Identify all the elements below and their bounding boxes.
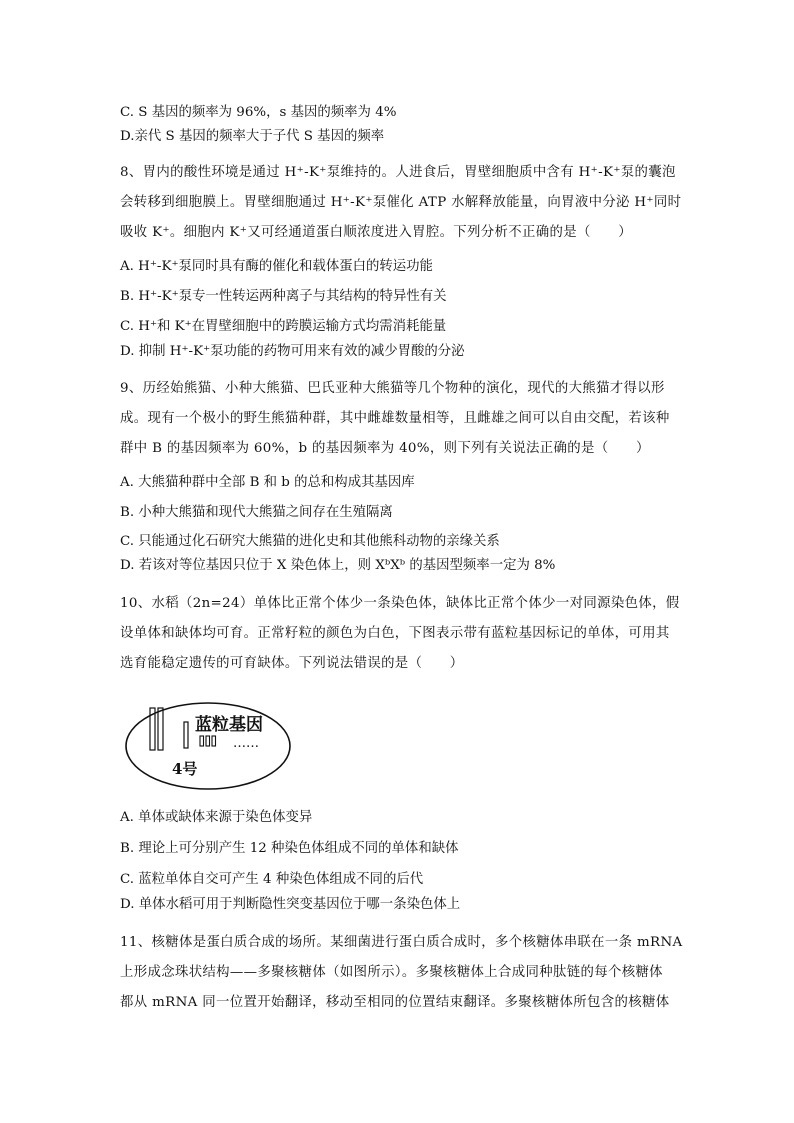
q10-stem-line-2: 设单体和缺体均可育。正常籽粒的颜色为白色，下图表示带有蓝粒基因标记的单体，可用其 (120, 626, 670, 641)
q11-stem-line-3: 都从 mRNA 同一位置开始翻译，移动至相同的位置结束翻译。多聚核糖体所包含的核糖体 (120, 995, 670, 1010)
q8-stem-line-2: 会转移到细胞膜上。胃壁细胞通过 H⁺-K⁺泵催化 ATP 水解释放能量，向胃液中分泌 H⁺同时 (120, 195, 682, 210)
chromosome-number-label: 4号 (172, 760, 198, 778)
q9-stem-line-3: 群中 B 的基因频率为 60%，b 的基因频率为 40%，则下列有关说法正确的是（ ） (120, 441, 650, 456)
prev-option-c: C. S 基因的频率为 96%，s 基因的频率为 4% (120, 105, 397, 120)
chromosome-figure (123, 700, 293, 792)
q9-option-d: D. 若该对等位基因只位于 X 染色体上，则 XᵇXᵇ 的基因型频率一定为 8% (120, 558, 556, 573)
q10-option-c: C. 蓝粒单体自交可产生 4 种染色体组成不同的后代 (120, 872, 424, 887)
q9-option-b: B. 小种大熊猫和现代大熊猫之间存在生殖隔离 (120, 505, 393, 520)
q8-option-d: D. 抑制 H⁺-K⁺泵功能的药物可用来有效的减少胃酸的分泌 (120, 344, 465, 359)
q10-option-d: D. 单体水稻可用于判断隐性突变基因位于哪一条染色体上 (120, 897, 461, 912)
small-chromosome-3 (212, 736, 216, 746)
q10-stem-line-3: 选育能稳定遗传的可育缺体。下列说法错误的是（ ） (120, 656, 464, 671)
gene-label: 蓝粒基因 (195, 715, 263, 735)
q8-option-a: A. H⁺-K⁺泵同时具有酶的催化和载体蛋白的转运功能 (120, 259, 433, 274)
small-chromosome-2 (206, 736, 210, 746)
q10-option-a: A. 单体或缺体来源于染色体变异 (120, 810, 313, 825)
q11-stem-line-1: 11、核糖体是蛋白质合成的场所。某细菌进行蛋白质合成时，多个核糖体串联在一条 mRNA (120, 935, 683, 950)
q8-option-b: B. H⁺-K⁺泵专一性转运两种离子与其结构的特异性有关 (120, 289, 447, 304)
q10-stem-line-1: 10、水稻（2n=24）单体比正常个体少一条染色体，缺体比正常个体少一对同源染色体，假 (120, 596, 680, 611)
small-chromosome-1 (200, 736, 204, 746)
q8-option-c: C. H⁺和 K⁺在胃壁细胞中的跨膜运输方式均需消耗能量 (120, 319, 447, 334)
q9-stem-line-1: 9、历经始熊猫、小种大熊猫、巴氏亚种大熊猫等几个物种的演化，现代的大熊猫才得以形 (120, 381, 665, 396)
q9-option-c: C. 只能通过化石研究大熊猫的进化史和其他熊科动物的亲缘关系 (120, 534, 500, 549)
q11-stem-line-2: 上形成念珠状结构——多聚核糖体（如图所示）。多聚核糖体上合成同种肽链的每个核糖体 (120, 965, 663, 980)
chromosome-pair-left-2 (158, 708, 163, 750)
q9-option-a: A. 大熊猫种群中全部 B 和 b 的总和构成其基因库 (120, 475, 415, 490)
q8-stem-line-3: 吸收 K⁺。细胞内 K⁺又可经通道蛋白顺浓度进入胃腔。下列分析不正确的是（ ） (120, 225, 632, 240)
prev-option-d: D.亲代 S 基因的频率大于子代 S 基因的频率 (120, 129, 385, 144)
q8-stem-line-1: 8、胃内的酸性环境是通过 H⁺-K⁺泵维持的。人进食后，胃壁细胞质中含有 H⁺-K⁺泵的囊泡 (120, 165, 676, 180)
q10-option-b: B. 理论上可分别产生 12 种染色体组成不同的单体和缺体 (120, 841, 459, 856)
chromosome-4-single (184, 722, 188, 748)
ellipsis-label: …… (233, 736, 259, 751)
q9-stem-line-2: 成。现有一个极小的野生熊猫种群，其中雌雄数量相等，且雌雄之间可以自由交配，若该种 (120, 411, 670, 426)
